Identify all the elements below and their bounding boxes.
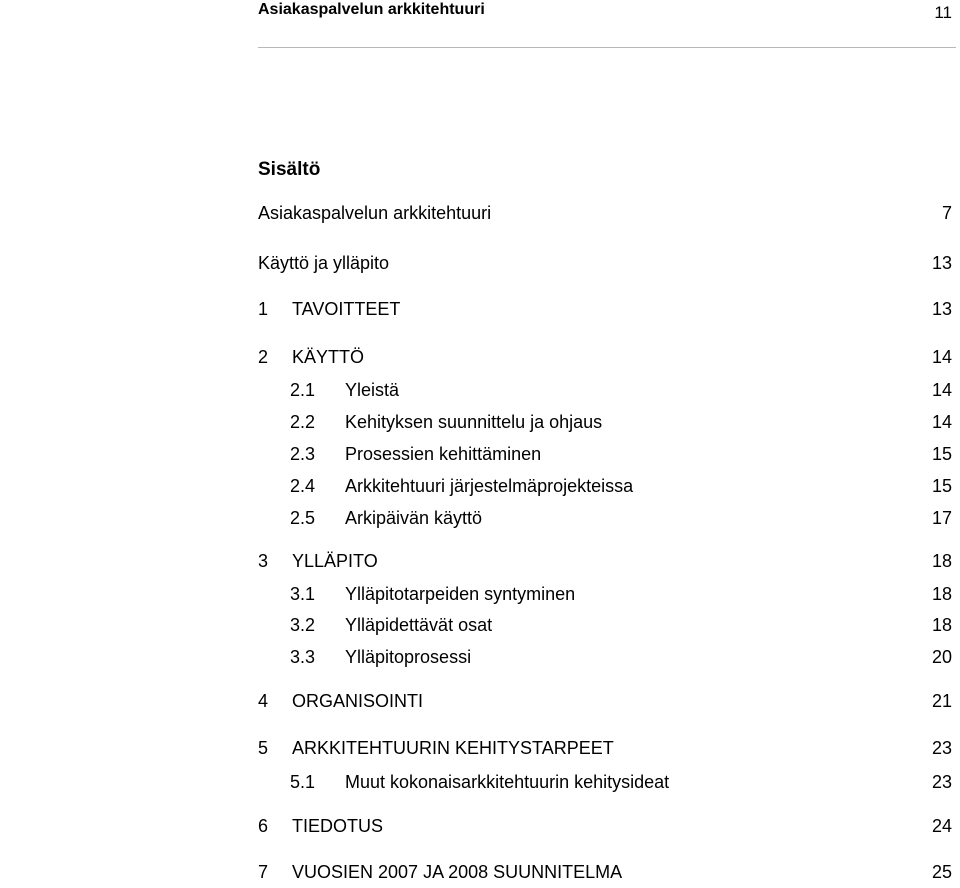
toc-entry-number: 2.4: [290, 476, 316, 496]
toc-entry-page: 14: [931, 380, 952, 400]
toc-entry-number: 2.3: [290, 444, 316, 464]
toc-entry-title: Ylläpitoprosessi: [345, 647, 472, 667]
toc-entry-page: 14: [931, 412, 952, 432]
toc-entry-title: YLLÄPITO: [292, 551, 378, 571]
page-number: 11: [934, 3, 952, 22]
toc-entry-number: 5: [258, 738, 269, 758]
toc-entry-number: 2.5: [290, 508, 316, 528]
toc-entry-page: 13: [931, 299, 952, 319]
toc-entry[interactable]: [258, 549, 952, 573]
toc-entry[interactable]: [258, 645, 952, 669]
toc-entry-number: 3.2: [290, 615, 316, 635]
toc-entry[interactable]: [258, 736, 952, 760]
toc-entry[interactable]: [258, 506, 952, 530]
toc-entry-page: 20: [931, 647, 952, 667]
toc-entry-title: Arkipäivän käyttö: [345, 508, 483, 528]
toc-entry-page: 14: [931, 347, 952, 367]
toc-entry-number: 3: [258, 551, 269, 571]
toc-entry[interactable]: [258, 689, 952, 713]
toc-entry-number: 6: [258, 816, 269, 836]
toc-entry-title: VUOSIEN 2007 JA 2008 SUUNNITELMA: [292, 862, 623, 882]
toc-entry[interactable]: [258, 770, 952, 794]
toc-entry[interactable]: [258, 378, 952, 402]
toc-entry[interactable]: [258, 814, 952, 838]
toc-entry-title: Yleistä: [345, 380, 400, 400]
toc-entry-title: Ylläpidettävät osat: [345, 615, 493, 635]
header-divider: [258, 47, 956, 48]
toc-entry-number: 3.1: [290, 584, 316, 604]
toc-heading: Sisältö: [258, 159, 321, 180]
toc-entry-page: 21: [931, 691, 952, 711]
toc-entry-title: TIEDOTUS: [292, 816, 384, 836]
toc-entry-page: 23: [931, 738, 952, 758]
toc-entry[interactable]: [258, 251, 952, 275]
toc-entry[interactable]: [258, 582, 952, 606]
toc-entry-page: 23: [931, 772, 952, 792]
toc-entry-number: 2.2: [290, 412, 316, 432]
toc-entry-page: 18: [931, 584, 952, 604]
toc-entry-title: KÄYTTÖ: [292, 347, 365, 367]
toc-entry-title: Arkkitehtuuri järjestelmäprojekteissa: [345, 476, 634, 496]
toc-entry[interactable]: [258, 860, 952, 884]
toc-entry-title: ORGANISOINTI: [292, 691, 424, 711]
toc-entry-number: 3.3: [290, 647, 316, 667]
toc-entry-number: 5.1: [290, 772, 316, 792]
toc-entry-number: 1: [258, 299, 269, 319]
toc-entry[interactable]: [258, 410, 952, 434]
toc-entry-title: ARKKITEHTUURIN KEHITYSTARPEET: [292, 738, 614, 758]
toc-entry-title: Kehityksen suunnittelu ja ohjaus: [345, 412, 603, 432]
toc-entry-number: 7: [258, 862, 269, 882]
toc-entry-title: Ylläpitotarpeiden syntyminen: [345, 584, 576, 604]
toc-entry-page: 24: [931, 816, 952, 836]
toc-entry-page: 17: [931, 508, 952, 528]
toc-entry[interactable]: [258, 474, 952, 498]
toc-entry-page: 7: [941, 203, 952, 223]
toc-entry[interactable]: [258, 201, 952, 225]
toc-entry-title: Asiakaspalvelun arkkitehtuuri: [258, 203, 492, 223]
toc-entry-title: Prosessien kehittäminen: [345, 444, 542, 464]
toc-entry-number: 4: [258, 691, 269, 711]
toc-entry[interactable]: [258, 297, 952, 321]
toc-entry-page: 13: [931, 253, 952, 273]
toc-entry[interactable]: [258, 613, 952, 637]
toc-entry-number: 2: [258, 347, 269, 367]
toc-entry-page: 25: [931, 862, 952, 882]
toc-entry-page: 15: [931, 444, 952, 464]
toc-entry-page: 18: [931, 551, 952, 571]
toc-entry-page: 15: [931, 476, 952, 496]
toc-entry[interactable]: [258, 442, 952, 466]
toc-entry[interactable]: [258, 345, 952, 369]
running-title: Asiakaspalvelun arkkitehtuuri: [258, 1, 485, 18]
toc-entry-page: 18: [931, 615, 952, 635]
toc-entry-title: Muut kokonaisarkkitehtuurin kehitysideat: [345, 772, 670, 792]
toc-entry-number: 2.1: [290, 380, 316, 400]
toc-entry-title: Käyttö ja ylläpito: [258, 253, 390, 273]
toc-entry-title: TAVOITTEET: [292, 299, 401, 319]
